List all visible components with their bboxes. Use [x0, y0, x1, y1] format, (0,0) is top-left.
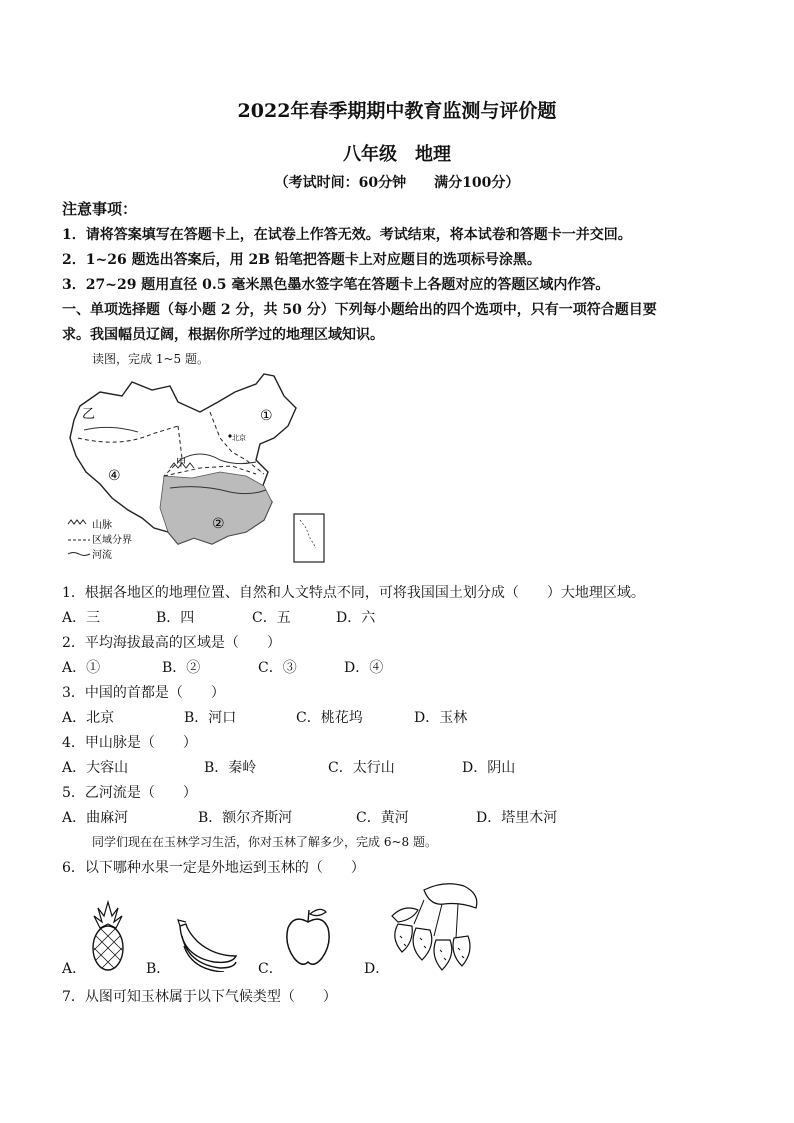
question-stem: 2．平均海拔最高的区域是（ ）	[62, 635, 281, 651]
legend-mountain-label: 山脉	[92, 520, 112, 531]
question-stem: 4．甲山脉是（ ）	[62, 735, 197, 751]
option: B．秦岭	[204, 760, 257, 776]
south-sea-inset	[294, 514, 324, 562]
page-title: 2022年春季期期中教育监测与评价题	[237, 100, 557, 122]
yulin-instruction: 同学们现在在玉林学习生活，你对玉林了解多少，完成 6~8 题。	[92, 835, 437, 849]
option: D．塔里木河	[476, 810, 558, 826]
apple-icon	[284, 904, 332, 970]
question-stem: 3．中国的首都是（ ）	[62, 685, 225, 701]
china-map	[60, 368, 350, 573]
legend-boundary-label: 区域分界	[92, 535, 132, 546]
southern-region-shade	[160, 472, 272, 544]
beijing-marker	[228, 434, 231, 437]
note-item: 2．1~26 题选出答案后，用 2B 铅笔把答题卡上对应题目的选项标号涂黑。	[62, 252, 541, 268]
option: B．②	[162, 660, 201, 676]
region-label-1: ①	[260, 408, 273, 424]
option: D．	[364, 961, 390, 977]
notes-heading: 注意事项：	[62, 200, 138, 218]
note-item: 1．请将答案填写在答题卡上，在试卷上作答无效。考试结束，将本试卷和答题卡一并交回。	[62, 227, 632, 243]
option: C．桃花坞	[296, 710, 363, 726]
option: B．河口	[184, 710, 237, 726]
question-stem: 7．从图可知玉林属于以下气候类型（ ）	[62, 989, 337, 1005]
beijing-label: 北京	[232, 434, 246, 442]
option: B．四	[156, 610, 195, 626]
south-sea-islands	[300, 520, 316, 548]
river-line	[84, 427, 138, 432]
option: C．	[258, 961, 283, 977]
question-stem: 6．以下哪种水果一定是外地运到玉林的（ ）	[62, 860, 365, 876]
note-item: 3．27~29 题用直径 0.5 毫米黑色墨水签字笔在答题卡上各题对应的答题区域内作答。	[62, 277, 610, 293]
banana-icon	[174, 916, 240, 972]
option: C．五	[252, 610, 291, 626]
option: A．	[62, 961, 87, 977]
option: D．玉林	[414, 710, 468, 726]
option: D．六	[336, 610, 376, 626]
option: A．曲麻河	[62, 810, 129, 826]
region-boundary	[210, 412, 264, 474]
option: D．阴山	[462, 760, 516, 776]
option: A．大容山	[62, 760, 129, 776]
legend-river-symbol	[68, 553, 90, 556]
exam-info: （考试时间：60分钟 满分100分）	[274, 175, 520, 191]
option: A．三	[62, 610, 101, 626]
legend-mountain-symbol	[68, 520, 86, 524]
region-label-2: ②	[212, 516, 225, 532]
option: C．③	[258, 660, 297, 676]
strawberry-icon	[384, 880, 484, 972]
option: D．④	[344, 660, 384, 676]
section-heading: 一、单项选择题（每小题 2 分，共 50 分）下列每小题给出的四个选项中，只有一项符合题目要	[62, 302, 657, 318]
option: B．	[146, 961, 171, 977]
option: B．额尔齐斯河	[198, 810, 293, 826]
page-subtitle: 八年级 地理	[343, 144, 451, 165]
region-label-4: ④	[108, 468, 121, 484]
legend-river-label: 河流	[92, 550, 112, 561]
option: C．太行山	[328, 760, 395, 776]
pineapple-icon	[84, 900, 132, 972]
mountain-label-jia: 甲	[176, 458, 186, 469]
option: A．①	[62, 660, 101, 676]
option: C．黄河	[356, 810, 409, 826]
river-label-yi: 乙	[82, 407, 96, 422]
section-heading-cont: 求。我国幅员辽阔，根据你所学过的地理区域知识。	[62, 327, 384, 343]
river-line	[180, 454, 256, 464]
question-stem: 5．乙河流是（ ）	[62, 785, 197, 801]
map-instruction: 读图，完成 1~5 题。	[92, 352, 209, 366]
option: A．北京	[62, 710, 115, 726]
question-stem: 1．根据各地区的地理位置、自然和人文特点不同，可将我国国土划分成（ ）大地理区域。	[62, 585, 645, 601]
